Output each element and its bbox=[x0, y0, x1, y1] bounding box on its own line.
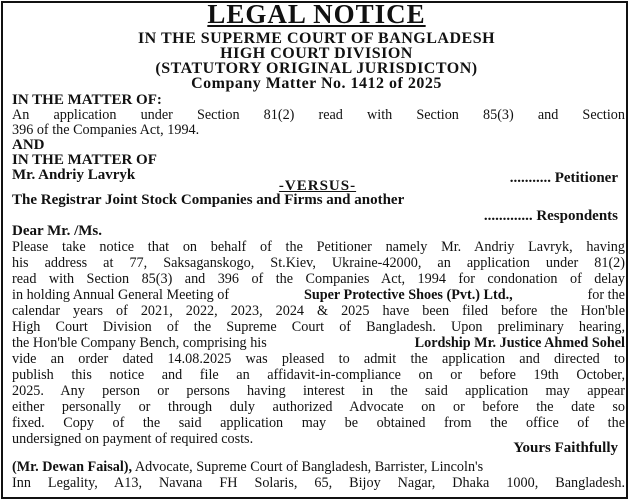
and-label: AND bbox=[12, 137, 45, 153]
advocate-details: Advocate, Supreme Court of Bangladesh, Barrister, Lincoln's bbox=[132, 459, 484, 475]
notice-title: LEGAL NOTICE bbox=[207, 0, 426, 29]
body-line-6: High Court Division of the Supreme Court of Bangladesh. Upon preliminary hearing, bbox=[12, 319, 625, 335]
court-jurisdiction: (STATUTORY ORIGINAL JURISDICTON) bbox=[155, 60, 478, 77]
body-line-1: Please take notice that on behalf of the Petitioner namely Mr. Andriy Lavryk, having bbox=[12, 239, 625, 255]
body-line-2: his address at 77, Saksaganskogo, St.Kiev, Ukraine-42000, an application under 81(2) bbox=[12, 255, 625, 271]
matter-text-line-1: An application under Section 81(2) read with Section 85(3) and Section bbox=[12, 107, 625, 123]
court-division: HIGH COURT DIVISION bbox=[220, 45, 413, 62]
signature-line-1 bbox=[12, 459, 625, 475]
court-name: IN THE SUPERME COURT OF BANGLADESH bbox=[137, 30, 496, 47]
closing: Yours Faithfully bbox=[513, 440, 618, 456]
matter-heading-1: IN THE MATTER OF: bbox=[12, 92, 162, 108]
body-line-13: undersigned on payment of required costs. bbox=[12, 431, 254, 447]
signature-line-2: Inn Legality, A13, Navana FH Solaris, 65, Bijoy Nagar, Dhaka 1000, Bangladesh. bbox=[12, 475, 625, 491]
body-line-7 bbox=[12, 335, 625, 351]
matter-heading-2: IN THE MATTER OF bbox=[12, 152, 157, 168]
body-line-11: either personally or through duly authorized Advocate on or before the date so bbox=[12, 399, 625, 415]
body-line-4 bbox=[12, 287, 625, 303]
body-line-4-end: for the bbox=[587, 287, 625, 303]
body-line-9: publish this notice and file an affidavit-in-compliance on or before 19th October, bbox=[12, 367, 625, 383]
body-line-8: vide an order dated 14.08.2025 was pleased to admit the application and directed to bbox=[12, 351, 625, 367]
respondent-name: The Registrar Joint Stock Companies and Firms and another bbox=[12, 192, 405, 208]
body-line-10: 2025. Any person or persons having interest in the said application may appear bbox=[12, 383, 625, 399]
body-line-3: read with Section 85(3) and 396 of the Companies Act, 1994 for condonation of delay bbox=[12, 271, 625, 287]
body-line-4-start: in holding Annual General Meeting of bbox=[12, 287, 230, 303]
body-line-12: fixed. Copy of the said application may be obtained from the office of the bbox=[12, 415, 625, 431]
petitioner-label: ........... Petitioner bbox=[509, 170, 618, 186]
body-line-5: calendar years of 2021, 2022, 2023, 2024 & 2025 have been filed before the Hon'ble bbox=[12, 303, 625, 319]
advocate-name: (Mr. Dewan Faisal), bbox=[12, 459, 133, 475]
respondent-label: ............. Respondents bbox=[483, 208, 618, 224]
company-name: Super Protective Shoes (Pvt.) Ltd., bbox=[303, 287, 513, 303]
versus-label: -VERSUS- bbox=[278, 178, 357, 194]
body-line-7-start: the Hon'ble Company Bench, comprising his bbox=[12, 335, 267, 351]
judge-name: Lordship Mr. Justice Ahmed Sohel bbox=[414, 335, 625, 351]
petitioner-name: Mr. Andriy Lavryk bbox=[12, 167, 136, 183]
company-matter-number: Company Matter No. 1412 of 2025 bbox=[191, 75, 442, 92]
notice-border bbox=[1, 1, 628, 499]
salutation: Dear Mr. /Ms. bbox=[12, 223, 102, 239]
matter-text-line-2: 396 of the Companies Act, 1994. bbox=[12, 122, 200, 138]
